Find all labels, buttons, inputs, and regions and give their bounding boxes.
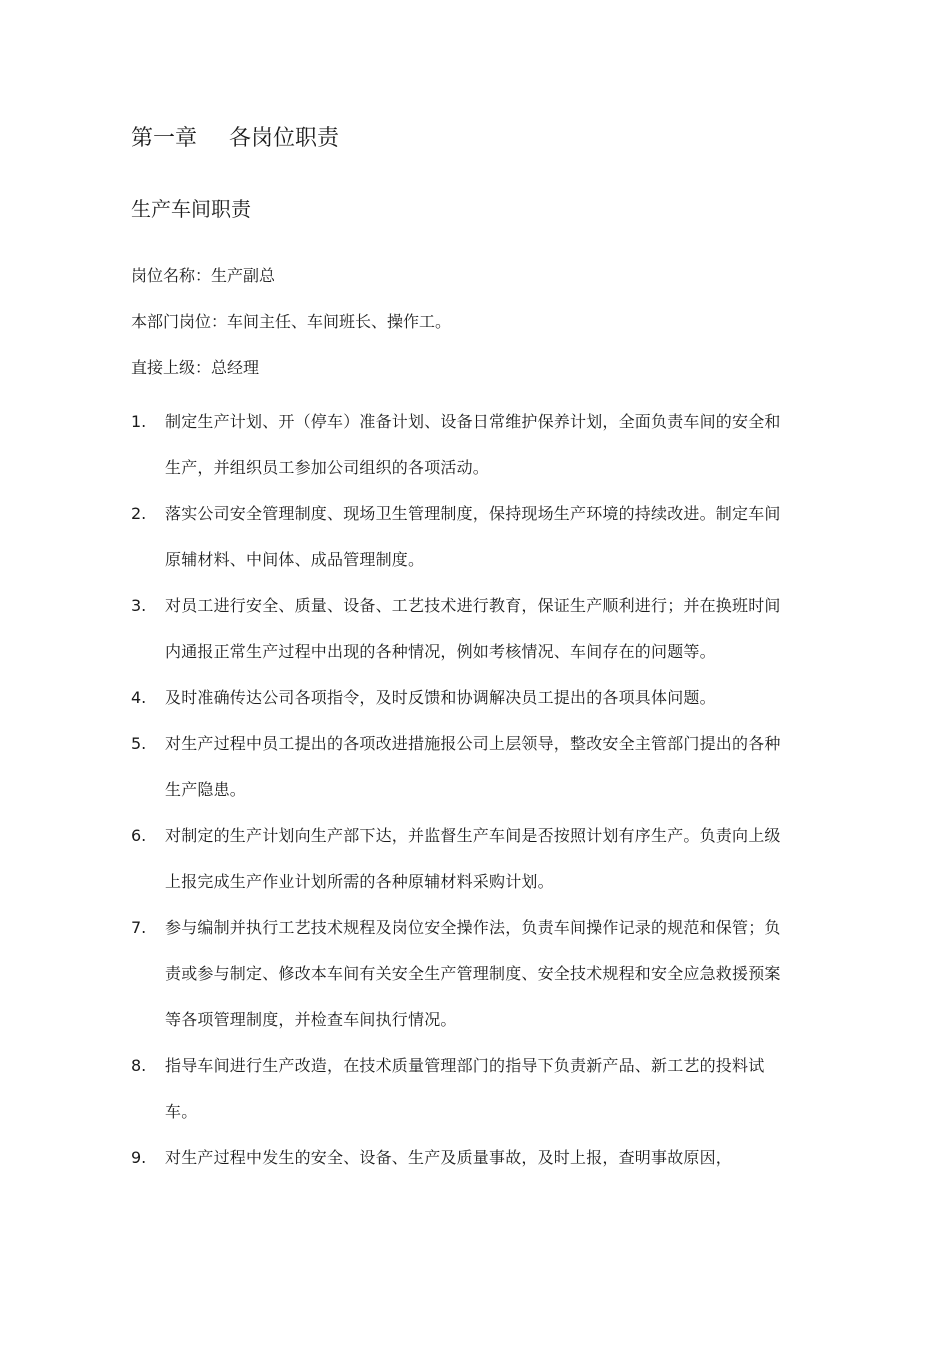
duty-item-4 xyxy=(131,675,791,721)
duty-item-8 xyxy=(131,1043,791,1135)
duty-number: 7. xyxy=(131,918,147,937)
duty-text: 对制定的生产计划向生产部下达，并监督生产车间是否按照计划有序生产。负责向上级上报完成生产作业计划所需的各种原辅材料采购计划。 xyxy=(165,826,781,891)
duty-text: 对员工进行安全、质量、设备、工艺技术进行教育，保证生产顺利进行；并在换班时间内通报正常生产过程中出现的各种情况，例如考核情况、车间存在的问题等。 xyxy=(165,596,781,661)
duty-number: 4. xyxy=(131,688,147,707)
direct-superior-line: 直接上级：总经理 xyxy=(131,358,260,377)
duty-item-9 xyxy=(131,1135,791,1181)
section-heading: 生产车间职责 xyxy=(131,197,251,221)
duty-text: 对生产过程中发生的安全、设备、生产及质量事故，及时上报，查明事故原因， xyxy=(165,1148,733,1167)
duty-item-2 xyxy=(131,491,791,583)
duty-number: 5. xyxy=(131,734,147,753)
duty-text: 制定生产计划、开（停车）准备计划、设备日常维护保养计划，全面负责车间的安全和生产，并组织员工参加公司组织的各项活动。 xyxy=(165,412,781,477)
duty-item-6 xyxy=(131,813,791,905)
duty-number: 9. xyxy=(131,1148,147,1167)
duty-item-5 xyxy=(131,721,791,813)
duty-text: 指导车间进行生产改造，在技术质量管理部门的指导下负责新产品、新工艺的投料试车。 xyxy=(165,1056,765,1121)
position-name-line: 岗位名称：生产副总 xyxy=(131,266,276,285)
duty-item-1 xyxy=(131,399,791,491)
duty-text: 及时准确传达公司各项指令，及时反馈和协调解决员工提出的各项具体问题。 xyxy=(165,688,716,707)
duty-item-3 xyxy=(131,583,791,675)
duty-text: 参与编制并执行工艺技术规程及岗位安全操作法，负责车间操作记录的规范和保管；负责或参与制定、修改本车间有关安全生产管理制度、安全技术规程和安全应急救援预案等各项管理制度，并检查车间执行情况。 xyxy=(165,918,781,1029)
duty-text: 落实公司安全管理制度、现场卫生管理制度，保持现场生产环境的持续改进。制定车间原辅材料、中间体、成品管理制度。 xyxy=(165,504,781,569)
chapter-heading xyxy=(131,124,339,154)
duty-number: 3. xyxy=(131,596,147,615)
chapter-title: 各岗位职责 xyxy=(229,126,340,151)
chapter-number: 第一章 xyxy=(131,126,198,151)
duty-number: 8. xyxy=(131,1056,147,1075)
duty-number: 2. xyxy=(131,504,147,523)
duty-item-7 xyxy=(131,905,791,1043)
duty-text: 对生产过程中员工提出的各项改进措施报公司上层领导，整改安全主管部门提出的各种生产隐患。 xyxy=(165,734,781,799)
department-positions-line: 本部门岗位：车间主任、车间班长、操作工。 xyxy=(131,312,452,331)
duty-number: 6. xyxy=(131,826,147,845)
duties-list xyxy=(131,399,791,1181)
duty-number: 1. xyxy=(131,412,147,431)
